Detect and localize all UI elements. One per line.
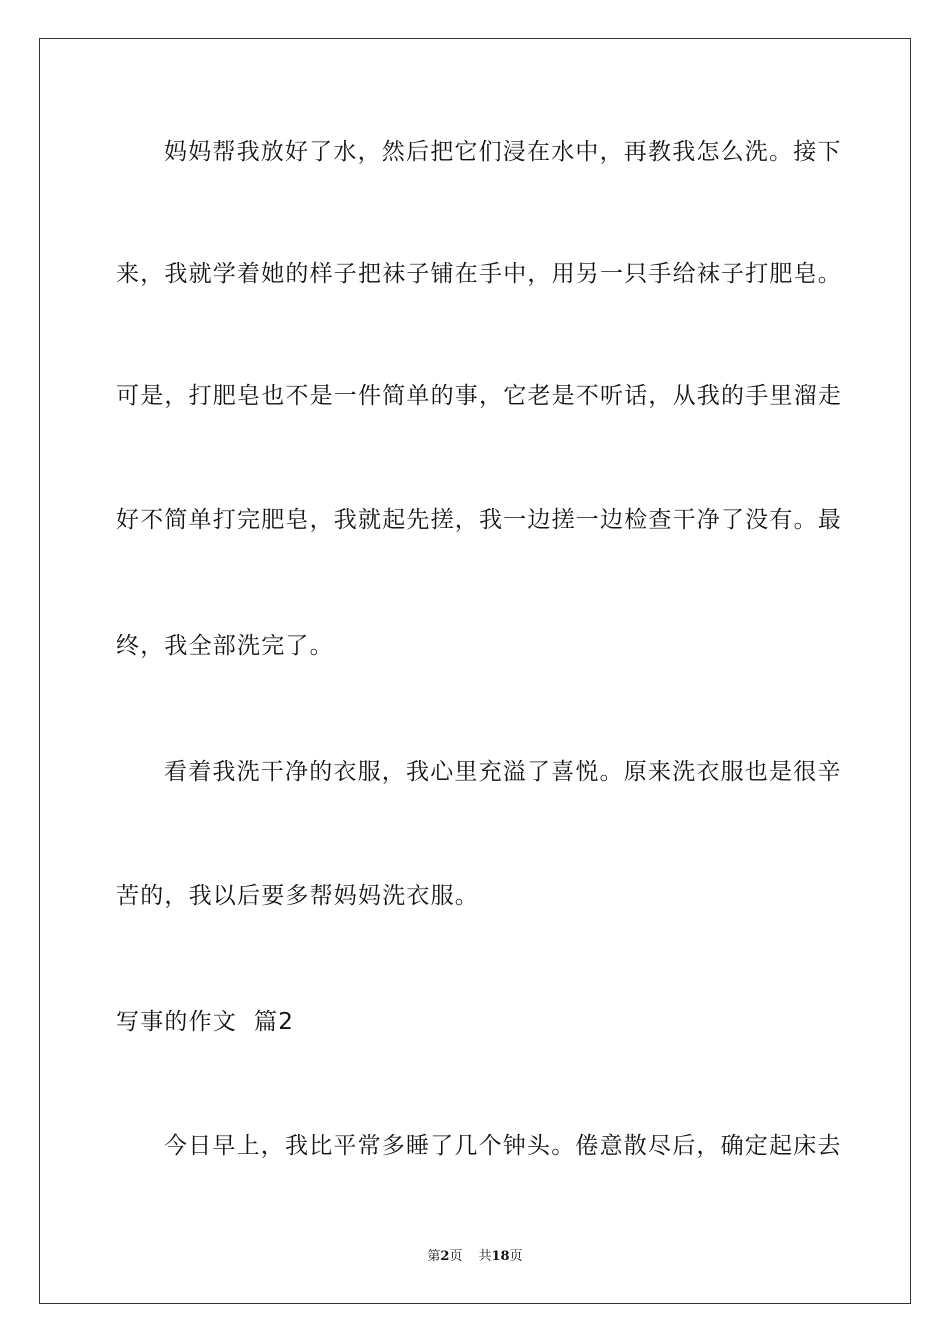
text-line-7: 苦的，我以后要多帮妈妈洗衣服。	[116, 883, 479, 909]
text-line-9: 今日早上，我比平常多睡了几个钟头。倦意散尽后，确定起床去	[164, 1133, 842, 1159]
text-line-3: 可是，打肥皂也不是一件简单的事，它老是不听话，从我的手里溜走	[116, 383, 842, 409]
page-prefix: 第	[427, 1249, 441, 1264]
text-line-5: 终，我全部洗完了。	[116, 633, 334, 659]
page-number: 2	[440, 1249, 450, 1264]
page-footer	[0, 1248, 950, 1266]
section-heading: 写事的作文 篇2	[116, 1009, 295, 1035]
text-line-2: 来，我就学着她的样子把袜子铺在手中，用另一只手给袜子打肥皂。	[116, 261, 842, 287]
page-border	[39, 38, 911, 1304]
text-line-1: 妈妈帮我放好了水，然后把它们浸在水中，再教我怎么洗。接下	[164, 139, 842, 165]
total-prefix: 共	[478, 1249, 492, 1264]
text-line-6: 看着我洗干净的衣服，我心里充溢了喜悦。原来洗衣服也是很辛	[164, 759, 842, 785]
total-suffix: 页	[509, 1249, 523, 1264]
text-line-4: 好不简单打完肥皂，我就起先搓，我一边搓一边检查干净了没有。最	[116, 507, 842, 533]
total-pages: 18	[491, 1249, 510, 1264]
page-suffix: 页	[449, 1249, 463, 1264]
